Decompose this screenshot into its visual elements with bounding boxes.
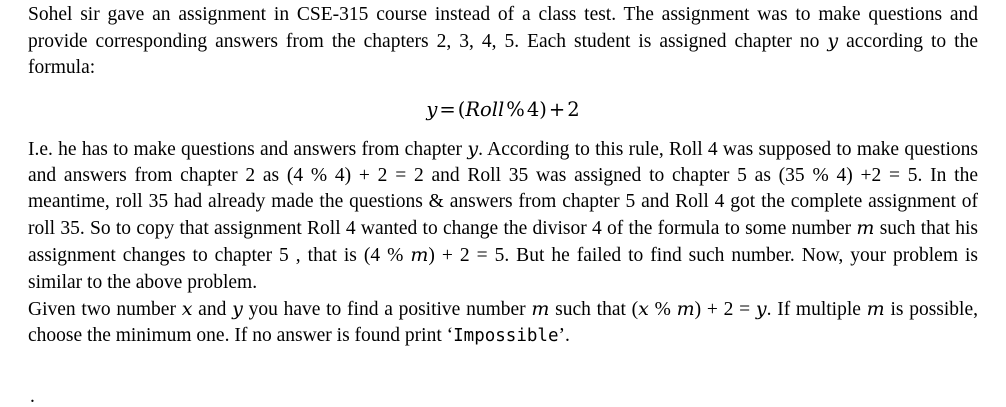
problem-seg9: ’. [558, 325, 570, 347]
formula-display [28, 98, 978, 122]
paragraph-intro-text-after: according to the formula: [28, 31, 978, 79]
explanation-seg4: ) + 2 = 5. But he failed to find such number. Now, your problem is similar to the above problem. [28, 245, 978, 293]
page-tail-mark: . [30, 386, 35, 407]
formula-divisor: 4 [526, 97, 540, 121]
impossible-literal: Impossible [453, 326, 559, 347]
variable-y-problem-2: y [755, 297, 767, 320]
problem-seg8: is possible, choose the minimum one. If no answer is found print ‘ [28, 298, 978, 347]
variable-m-explanation: m [856, 217, 875, 240]
problem-seg1: Given two number [28, 298, 182, 320]
problem-seg4: such that ( [549, 298, 639, 320]
problem-seg3: you have to find a positive number [242, 298, 532, 320]
variable-y-inline: y [827, 30, 839, 53]
formula-close-paren: ) [539, 97, 547, 121]
formula-equals: = [439, 97, 456, 121]
variable-m-problem-2: m [676, 297, 695, 320]
variable-y-problem: y [232, 297, 243, 320]
formula-lhs: y [426, 97, 438, 121]
explanation-seg1: I.e. he has to make questions and answers from chapter [28, 138, 468, 160]
variable-y-explanation: y [467, 137, 479, 160]
variable-m-explanation-2: m [410, 244, 429, 267]
formula-percent: % [506, 97, 525, 121]
formula-addend: 2 [567, 97, 580, 121]
variable-x-problem-2: x [638, 297, 649, 320]
variable-m-problem-3: m [866, 297, 885, 320]
problem-seg2: and [192, 298, 233, 320]
formula-roll: Roll [465, 97, 505, 121]
paragraph-problem-statement [28, 296, 978, 349]
paragraph-explanation [28, 136, 978, 296]
problem-seg7: . If multiple [766, 298, 867, 320]
formula-open-paren: ( [457, 97, 466, 121]
formula-plus: + [548, 97, 566, 121]
explanation-seg3: such that his assignment changes to chapter 5 , that is (4 % [28, 218, 978, 267]
problem-seg6: ) + 2 = [694, 298, 756, 320]
variable-m-problem: m [531, 297, 550, 320]
problem-seg5: % [648, 298, 677, 320]
explanation-seg2: . According to this rule, Roll 4 was supposed to make questions and answers from chapter 2 as (4 % 4) + 2 = 2 and Roll 35 was assigned to chapter 5 as (35 % 4) +2 = 5. In the meantime, roll 35 had already made the questions & answers from chapter 5 and Roll 4 got the complete assignment of roll 35. So to copy that assignment Roll 4 wanted to change the divisor 4 of the formula to some number [28, 138, 978, 240]
variable-x-problem: x [181, 297, 193, 320]
paragraph-intro-text: Sohel sir gave an assignment in CSE-315 course instead of a class test. The assignment was to make questions and provide corresponding answers from the chapters 2, 3, 4, 5. Each student is assigned chapter no [28, 4, 978, 53]
paragraph-intro [28, 0, 978, 82]
